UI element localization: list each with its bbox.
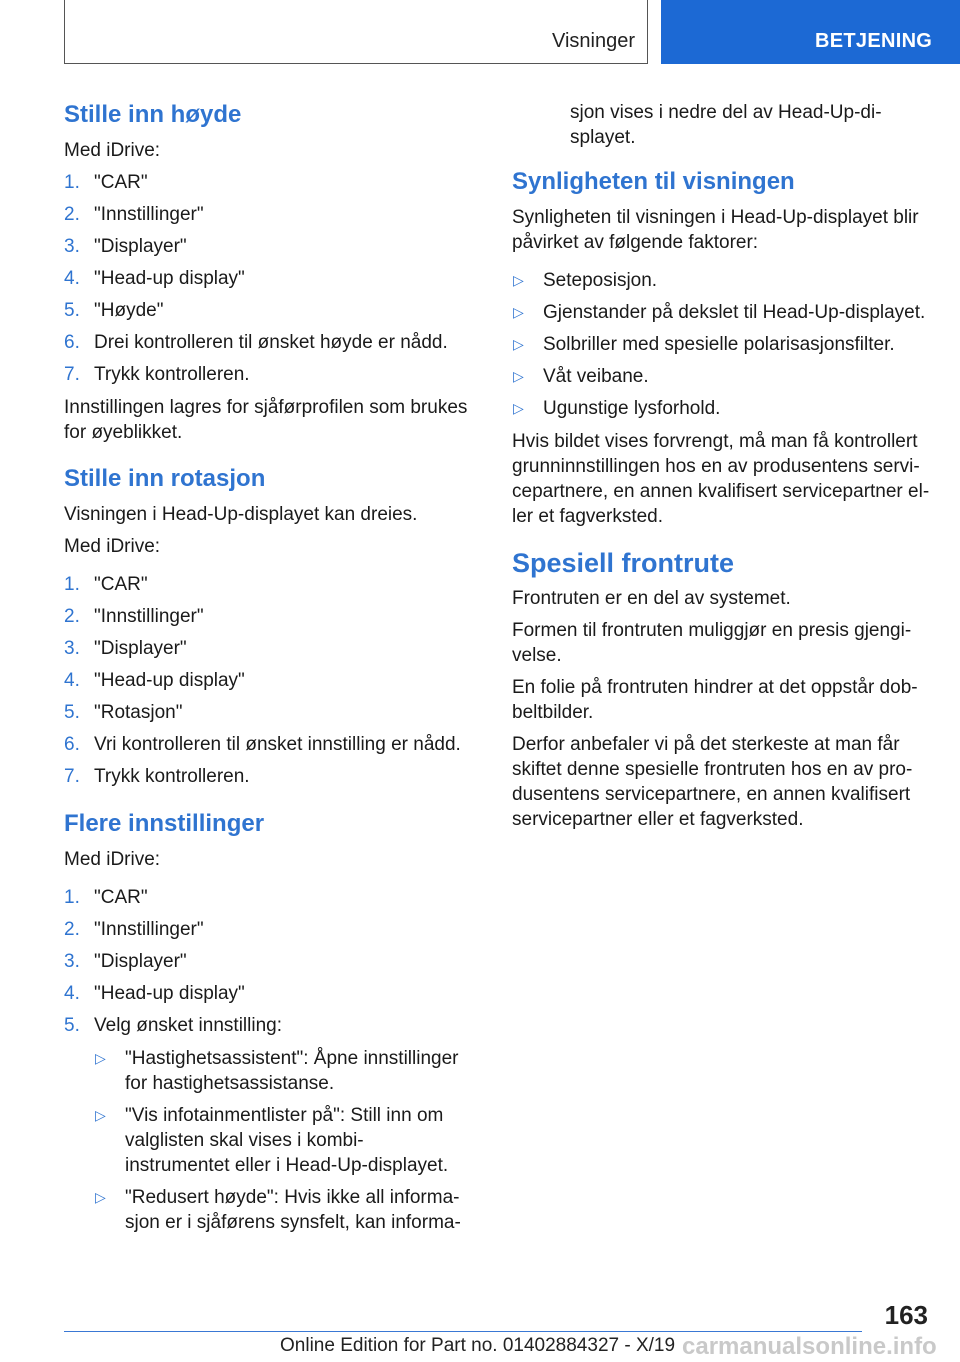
list-item: ▷ "Redusert høyde": Hvis ikke all informa-sjon er i sjåførens synsfelt, kan informa- <box>95 1187 461 1233</box>
intro-text: Visningen i Head-Up-displayet kan dreies. <box>64 504 418 525</box>
list-item: 7. Trykk kontrolleren. <box>64 364 250 385</box>
list-item: 3. "Displayer" <box>64 951 187 972</box>
body-text: Hvis bildet vises forvrengt, må man få kontrollert grunninnstillingen hos en av produsentens servi-cepartnere, en annen kvalifisert servicepartner el-ler et fagverksted. <box>512 431 930 527</box>
list-item: 4. "Head-up display" <box>64 670 245 691</box>
list-item: ▷ Ugunstige lysforhold. <box>513 398 721 419</box>
list-item: 3. "Displayer" <box>64 236 187 257</box>
list-item: 2. "Innstillinger" <box>64 919 204 940</box>
body-text: Formen til frontruten muliggjør en presis gjengi-velse. <box>512 620 912 666</box>
list-item: ▷ "Hastighetsassistent": Åpne innstillinger for hastighetsassistanse. <box>95 1048 459 1094</box>
body-text: Derfor anbefaler vi på det sterkeste at man får skiftet denne spesielle frontruten hos en av pro-dusentens servicepartnere, en annen kvalifisert servicepartner eller et fagverksted. <box>512 734 913 830</box>
list-item: 1. "CAR" <box>64 172 148 193</box>
triangle-bullet-icon: ▷ <box>513 368 524 384</box>
heading-synligheten: Synligheten til visningen <box>512 168 795 195</box>
intro-text: Med iDrive: <box>64 140 161 161</box>
header-chapter-tab <box>661 0 960 64</box>
list-item: 6. Vri kontrolleren til ønsket innstilling er nådd. <box>64 734 461 755</box>
triangle-bullet-icon: ▷ <box>95 1107 106 1123</box>
body-text: En folie på frontruten hindrer at det oppstår dob-beltbilder. <box>512 677 918 723</box>
triangle-bullet-icon: ▷ <box>95 1189 106 1205</box>
continued-text: sjon vises i nedre del av Head-Up-di-splayet. <box>570 102 882 148</box>
list-item: ▷ Seteposisjon. <box>513 270 658 291</box>
list-item: ▷ "Vis infotainmentlister på": Still inn om valglisten skal vises i kombi-instrumentet eller i Head-Up-displayet. <box>95 1105 449 1176</box>
intro-text: Synligheten til visningen i Head-Up-displayet blir påvirket av følgende faktorer: <box>512 207 919 253</box>
sub-options-list <box>94 1046 468 1235</box>
header-section-title: Visninger <box>551 30 635 52</box>
list-item: ▷ Gjenstander på dekslet til Head-Up-displayet. <box>513 302 926 323</box>
triangle-bullet-icon: ▷ <box>513 336 524 352</box>
left-column <box>64 100 468 1243</box>
footer-divider <box>64 1331 862 1332</box>
factors-list <box>512 268 930 421</box>
triangle-bullet-icon: ▷ <box>95 1050 106 1066</box>
heading-stille-inn-rotasjon: Stille inn rotasjon <box>64 465 266 492</box>
list-item: 4. "Head-up display" <box>64 268 245 289</box>
triangle-bullet-icon: ▷ <box>513 400 524 416</box>
list-item: 1. "CAR" <box>64 887 148 908</box>
page-number: 163 <box>884 1300 928 1330</box>
list-item: 5. "Høyde" <box>64 300 164 321</box>
heading-stille-inn-hoyde: Stille inn høyde <box>64 101 242 128</box>
intro-text: Med iDrive: <box>64 536 161 557</box>
header-section-box <box>64 0 648 64</box>
triangle-bullet-icon: ▷ <box>513 304 524 320</box>
heading-flere-innstillinger: Flere innstillinger <box>64 810 265 837</box>
list-item: 3. "Displayer" <box>64 638 187 659</box>
footer-edition: Online Edition for Part no. 01402884327 - X/19 <box>280 1335 676 1356</box>
list-item: 4. "Head-up display" <box>64 983 245 1004</box>
steps-list-rotasjon <box>64 572 468 789</box>
watermark: carmanualsonline.info <box>682 1333 937 1360</box>
list-item: 2. "Innstillinger" <box>64 204 204 225</box>
list-item: 1. "CAR" <box>64 574 148 595</box>
list-item: ▷ Solbriller med spesielle polarisasjonsfilter. <box>513 334 895 355</box>
intro-text: Med iDrive: <box>64 849 161 870</box>
list-item: ▷ Våt veibane. <box>513 366 649 387</box>
heading-spesiell-frontrute: Spesiell frontrute <box>512 548 735 578</box>
list-item: 7. Trykk kontrolleren. <box>64 766 250 787</box>
note-text: Innstillingen lagres for sjåførprofilen som brukes for øyeblikket. <box>64 397 468 443</box>
triangle-bullet-icon: ▷ <box>513 272 524 288</box>
list-item: 6. Drei kontrolleren til ønsket høyde er nådd. <box>64 332 448 353</box>
list-item: 5. "Rotasjon" <box>64 702 183 723</box>
body-text: Frontruten er en del av systemet. <box>512 588 791 609</box>
right-column <box>512 100 930 839</box>
steps-list-hoyde <box>64 170 468 387</box>
list-item: 5. Velg ønsket innstilling: ▷ "Hastighetsassistent": Åpne innstillinger for hastighetsassistanse. ▷ "Vis infotainmentlister på": Still inn om valglisten skal vises i kombi-instrumentet eller i Head-Up-displayet. ▷ "Redusert høyde": Hvis ikke all informa-sjon er i sjåførens synsfelt, kan informa- <box>64 1013 468 1235</box>
list-item: 2. "Innstillinger" <box>64 606 204 627</box>
header-chapter-title: BETJENING <box>815 30 933 52</box>
steps-list-flere <box>64 885 468 1235</box>
